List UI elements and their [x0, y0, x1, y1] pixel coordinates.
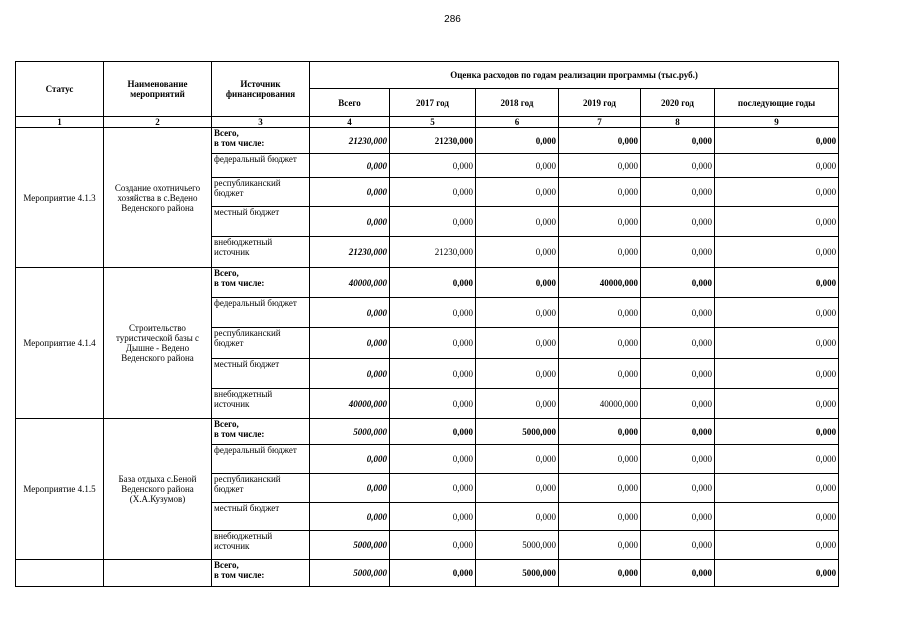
activity-name-cell: Строительство туристической базы с Дышне - Ведено Веденского района	[104, 268, 212, 419]
value-cell: 0,000	[715, 178, 839, 207]
value-cell: 0,000	[310, 445, 390, 474]
value-cell: 0,000	[641, 531, 715, 560]
value-cell: 0,000	[559, 359, 641, 389]
value-cell: 0,000	[559, 531, 641, 560]
value-cell: 0,000	[310, 359, 390, 389]
funding-source-cell: Всего, в том числе:	[212, 560, 310, 587]
funding-source-cell: Всего, в том числе:	[212, 268, 310, 298]
value-cell: 0,000	[641, 207, 715, 237]
value-cell: 0,000	[476, 237, 559, 268]
header-col-2019: 2019 год	[559, 89, 641, 117]
header-col-2017: 2017 год	[390, 89, 476, 117]
value-cell: 0,000	[390, 298, 476, 328]
value-cell: 0,000	[641, 503, 715, 531]
funding-source-cell: республиканский бюджет	[212, 474, 310, 503]
value-cell: 0,000	[559, 128, 641, 154]
value-cell: 0,000	[310, 298, 390, 328]
value-cell: 0,000	[390, 445, 476, 474]
value-cell: 0,000	[715, 359, 839, 389]
value-cell: 0,000	[559, 503, 641, 531]
value-cell: 0,000	[715, 419, 839, 445]
funding-source-cell: внебюджетный источник	[212, 237, 310, 268]
funding-source-cell: федеральный бюджет	[212, 298, 310, 328]
value-cell: 0,000	[715, 560, 839, 587]
value-cell: 0,000	[715, 474, 839, 503]
activity-name-cell: База отдыха с.Беной Веденского района (Х.А.Кузумов)	[104, 419, 212, 560]
value-cell: 0,000	[476, 503, 559, 531]
header-col-later: последующие годы	[715, 89, 839, 117]
value-cell: 0,000	[641, 178, 715, 207]
value-cell: 5000,000	[476, 419, 559, 445]
value-cell: 0,000	[476, 359, 559, 389]
value-cell: 0,000	[715, 445, 839, 474]
value-cell: 5000,000	[310, 419, 390, 445]
value-cell: 0,000	[390, 389, 476, 419]
header-estimate: Оценка расходов по годам реализации программы (тыс.руб.)	[310, 62, 839, 89]
value-cell: 0,000	[641, 154, 715, 178]
value-cell: 0,000	[559, 445, 641, 474]
table-row	[16, 419, 839, 445]
value-cell: 0,000	[476, 298, 559, 328]
value-cell: 0,000	[476, 178, 559, 207]
header-col-2018: 2018 год	[476, 89, 559, 117]
value-cell: 0,000	[476, 474, 559, 503]
value-cell: 0,000	[390, 328, 476, 359]
value-cell: 21230,000	[390, 237, 476, 268]
value-cell: 5000,000	[310, 531, 390, 560]
value-cell: 0,000	[559, 237, 641, 268]
value-cell: 0,000	[641, 389, 715, 419]
value-cell: 0,000	[310, 178, 390, 207]
value-cell: 0,000	[476, 445, 559, 474]
value-cell: 0,000	[476, 389, 559, 419]
funding-source-cell: Всего, в том числе:	[212, 419, 310, 445]
value-cell: 5000,000	[476, 560, 559, 587]
value-cell: 0,000	[715, 298, 839, 328]
value-cell: 0,000	[476, 268, 559, 298]
index-cell: 9	[715, 117, 839, 128]
value-cell: 0,000	[476, 154, 559, 178]
value-cell: 0,000	[715, 237, 839, 268]
value-cell: 0,000	[641, 445, 715, 474]
value-cell: 0,000	[390, 359, 476, 389]
value-cell: 0,000	[559, 298, 641, 328]
value-cell: 40000,000	[559, 268, 641, 298]
index-cell: 8	[641, 117, 715, 128]
status-cell: Мероприятие 4.1.3	[16, 128, 104, 268]
value-cell: 0,000	[715, 328, 839, 359]
index-cell: 7	[559, 117, 641, 128]
value-cell: 0,000	[715, 531, 839, 560]
value-cell: 0,000	[559, 178, 641, 207]
value-cell: 0,000	[715, 128, 839, 154]
value-cell: 21230,000	[390, 128, 476, 154]
page-number: 286	[444, 14, 461, 25]
value-cell: 0,000	[390, 503, 476, 531]
value-cell: 0,000	[715, 503, 839, 531]
value-cell: 0,000	[310, 154, 390, 178]
value-cell: 21230,000	[310, 237, 390, 268]
value-cell: 0,000	[390, 419, 476, 445]
value-cell: 0,000	[310, 503, 390, 531]
value-cell: 5000,000	[476, 531, 559, 560]
value-cell: 0,000	[310, 474, 390, 503]
funding-source-cell: федеральный бюджет	[212, 445, 310, 474]
value-cell: 40000,000	[310, 268, 390, 298]
value-cell: 0,000	[559, 474, 641, 503]
value-cell: 0,000	[310, 328, 390, 359]
value-cell: 0,000	[390, 154, 476, 178]
value-cell: 0,000	[641, 237, 715, 268]
status-cell: Мероприятие 4.1.5	[16, 419, 104, 560]
header-name: Наименование мероприятий	[104, 62, 212, 117]
value-cell: 21230,000	[310, 128, 390, 154]
funding-source-cell: внебюджетный источник	[212, 531, 310, 560]
status-cell: Мероприятие 4.1.4	[16, 268, 104, 419]
value-cell: 0,000	[559, 419, 641, 445]
value-cell: 0,000	[390, 178, 476, 207]
index-cell: 3	[212, 117, 310, 128]
value-cell: 0,000	[715, 207, 839, 237]
header-col-total: Всего	[310, 89, 390, 117]
value-cell: 0,000	[641, 359, 715, 389]
value-cell: 0,000	[641, 328, 715, 359]
value-cell: 0,000	[641, 560, 715, 587]
value-cell: 0,000	[310, 207, 390, 237]
value-cell: 0,000	[476, 328, 559, 359]
header-status: Статус	[16, 62, 104, 117]
header-col-2020: 2020 год	[641, 89, 715, 117]
index-cell: 5	[390, 117, 476, 128]
value-cell: 0,000	[559, 207, 641, 237]
value-cell: 0,000	[641, 419, 715, 445]
funding-source-cell: федеральный бюджет	[212, 154, 310, 178]
table-row	[16, 560, 839, 587]
value-cell: 0,000	[390, 474, 476, 503]
value-cell: 0,000	[641, 128, 715, 154]
value-cell: 5000,000	[310, 560, 390, 587]
table-row	[16, 268, 839, 298]
value-cell: 0,000	[390, 560, 476, 587]
value-cell: 0,000	[559, 328, 641, 359]
value-cell: 0,000	[715, 268, 839, 298]
funding-source-cell: местный бюджет	[212, 207, 310, 237]
value-cell: 40000,000	[310, 389, 390, 419]
activity-name-cell: Создание охотничьего хозяйства в с.Ведено Веденского района	[104, 128, 212, 268]
table-row	[16, 128, 839, 154]
index-cell: 1	[16, 117, 104, 128]
value-cell: 40000,000	[559, 389, 641, 419]
index-cell: 6	[476, 117, 559, 128]
index-cell: 2	[104, 117, 212, 128]
value-cell: 0,000	[641, 268, 715, 298]
index-cell: 4	[310, 117, 390, 128]
value-cell: 0,000	[559, 560, 641, 587]
table-body	[16, 128, 839, 587]
funding-source-cell: республиканский бюджет	[212, 328, 310, 359]
value-cell: 0,000	[559, 154, 641, 178]
value-cell: 0,000	[715, 389, 839, 419]
funding-source-cell: Всего, в том числе:	[212, 128, 310, 154]
value-cell: 0,000	[476, 128, 559, 154]
value-cell: 0,000	[641, 298, 715, 328]
value-cell: 0,000	[390, 531, 476, 560]
funding-source-cell: республиканский бюджет	[212, 178, 310, 207]
funding-source-cell: местный бюджет	[212, 359, 310, 389]
value-cell: 0,000	[476, 207, 559, 237]
value-cell: 0,000	[641, 474, 715, 503]
status-cell	[16, 560, 104, 587]
value-cell: 0,000	[390, 268, 476, 298]
funding-source-cell: местный бюджет	[212, 503, 310, 531]
budget-table	[15, 61, 839, 587]
value-cell: 0,000	[390, 207, 476, 237]
header-source: Источник финансирования	[212, 62, 310, 117]
funding-source-cell: внебюджетный источник	[212, 389, 310, 419]
value-cell: 0,000	[715, 154, 839, 178]
activity-name-cell	[104, 560, 212, 587]
